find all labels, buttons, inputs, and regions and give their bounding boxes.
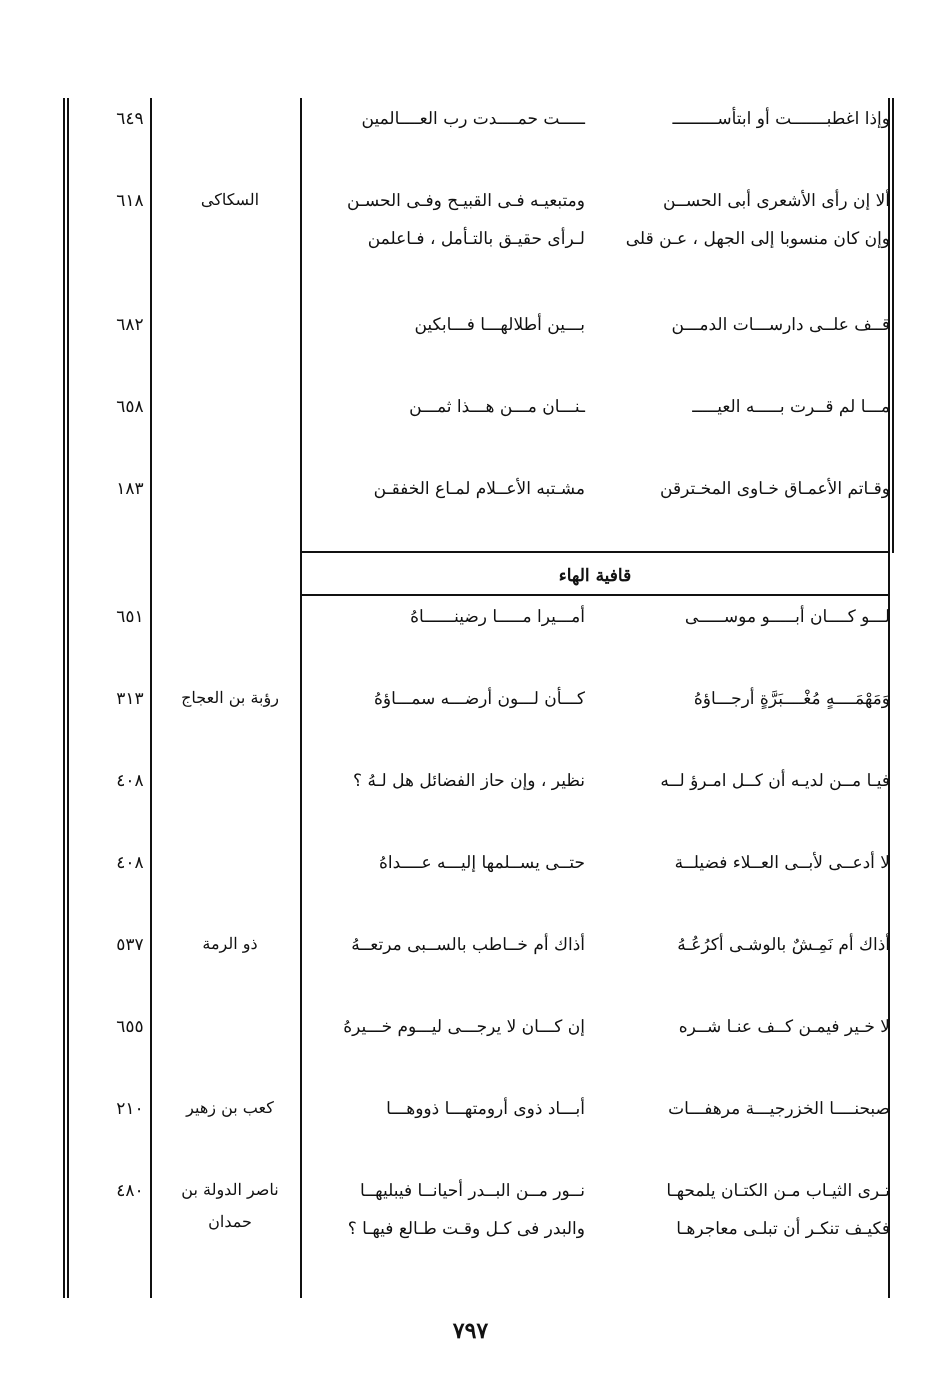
verse-page-ref: ١٨٣ — [116, 479, 144, 499]
poet-name: ذو الرمة — [202, 934, 258, 953]
first-hemistich: وإن كان منسوبا إلى الجهل ، عـن قلى — [625, 229, 890, 249]
first-hemistich: لـــو كــــان أبـــــو موســـــى — [684, 607, 890, 627]
second-hemistich: أبـــاد ذوى أرومتهـــا ذووهـــا — [386, 1099, 585, 1119]
second-hemistich: أذاك أم خــاطب بالســبى مرتعــهُ — [351, 935, 585, 955]
second-hemistich: نظير ، وإن حاز الفضائل هل لـهُ ؟ — [353, 771, 585, 791]
left-double-rule-inner — [67, 98, 69, 1298]
first-hemistich: وقـاتم الأعمـاق خـاوى المخـترقن — [660, 479, 890, 499]
verse-page-ref: ٦٥٨ — [116, 397, 144, 417]
second-hemistich: إن كـــان لا يرجـــى ليـــوم خـــيرهُ — [343, 1017, 585, 1037]
first-hemistich: أذاك أم نَمِـشٌ بالوشـى أكرُعُـهُ — [677, 935, 890, 955]
verse-page-ref: ٦٥١ — [116, 607, 144, 627]
first-hemistich: وَمَهْمَــــهٍ مُغْــــبَرَّةٍ أرجـــاؤهُ — [693, 689, 890, 709]
verse-page-ref: ٥٣٧ — [116, 935, 144, 955]
right-double-rule-outer — [892, 98, 894, 553]
section-heading: قافية الهاء — [558, 566, 632, 586]
verse-page-ref: ٤٠٨ — [116, 771, 144, 791]
first-hemistich: صبحنــــا الخزرجيـــة مرهفـــات — [668, 1099, 890, 1119]
second-hemistich: كـــأن لـــون أرضـــه سمـــاؤهُ — [373, 689, 585, 709]
verse-page-ref: ٢١٠ — [116, 1099, 144, 1119]
first-hemistich: فيـا مــن لديـه أن كــل امـرؤ لــه — [660, 771, 890, 791]
left-double-rule-outer — [63, 98, 65, 1298]
heading-bottom-rule — [300, 594, 890, 596]
verse-page-ref: ٦٨٢ — [116, 315, 144, 335]
second-hemistich: والبدر فى كـل وقـت طـالع فيهـا ؟ — [347, 1219, 585, 1239]
page-number: ٧٩٧ — [452, 1318, 489, 1344]
second-hemistich: لـرأى حقيـق بالتـأمل ، فـاعلمن — [367, 229, 585, 249]
verse-page-ref: ٦٤٩ — [116, 109, 144, 129]
first-hemistich: قــف علــى دارســـات الدمـــن — [671, 315, 890, 335]
second-hemistich: نــور مــن البــدر أحيانــا فيبليهــا — [360, 1181, 585, 1201]
first-hemistich: فكيـف تنكـر أن تبلـى معاجرهـا — [676, 1219, 890, 1239]
first-hemistich: مـــا لم قــرت بـــــه العيـــــ — [692, 397, 890, 417]
verse-page-ref: ٦١٨ — [116, 191, 144, 211]
first-hemistich: لا أدعــى لأبــى العــلاء فضيلــة — [674, 853, 890, 873]
second-hemistich: ومتبعيـه فـى القبيـح وفـى الحسـن — [346, 191, 585, 211]
poet-name: رؤبة بن العجاج — [181, 688, 279, 707]
second-hemistich: ـنـــان مـــن هـــذا ثمـــن — [409, 397, 585, 417]
verse-page-ref: ٤٠٨ — [116, 853, 144, 873]
second-hemistich: حتــى يســلمها إليـــه عــــداهُ — [378, 853, 585, 873]
poet-name: كعب بن زهير — [186, 1098, 274, 1117]
second-hemistich: ـــــت حمــــدت رب العــــالمين — [361, 109, 585, 129]
verse-page-ref: ٣١٣ — [116, 689, 144, 709]
second-hemistich: بـــين أطلالهـــا فـــابكين — [414, 315, 585, 335]
verse-page-ref: ٦٥٥ — [116, 1017, 144, 1037]
poet-name: ناصر الدولة بن حمدان — [181, 1180, 279, 1231]
verse-page-ref: ٤٨٠ — [116, 1181, 144, 1201]
first-hemistich: لا خـير فيمـن كــف عنـا شــره — [678, 1017, 890, 1037]
poet-name: السكاكى — [200, 190, 260, 209]
heading-top-rule — [300, 551, 890, 553]
first-hemistich: وإذا اغطبـــــــت أو ابتأســـــــــ — [672, 109, 890, 129]
second-hemistich: أمـــيرا مـــــا رضينــــــاهُ — [410, 607, 585, 627]
second-hemistich: مشـتبه الأعــلام لمـاع الخفقـن — [373, 479, 585, 499]
first-hemistich: تـرى الثيـاب مـن الكتـان يلمحهـا — [666, 1181, 890, 1201]
first-hemistich: ألا إن رأى الأشعرى أبى الحســن — [662, 191, 890, 211]
